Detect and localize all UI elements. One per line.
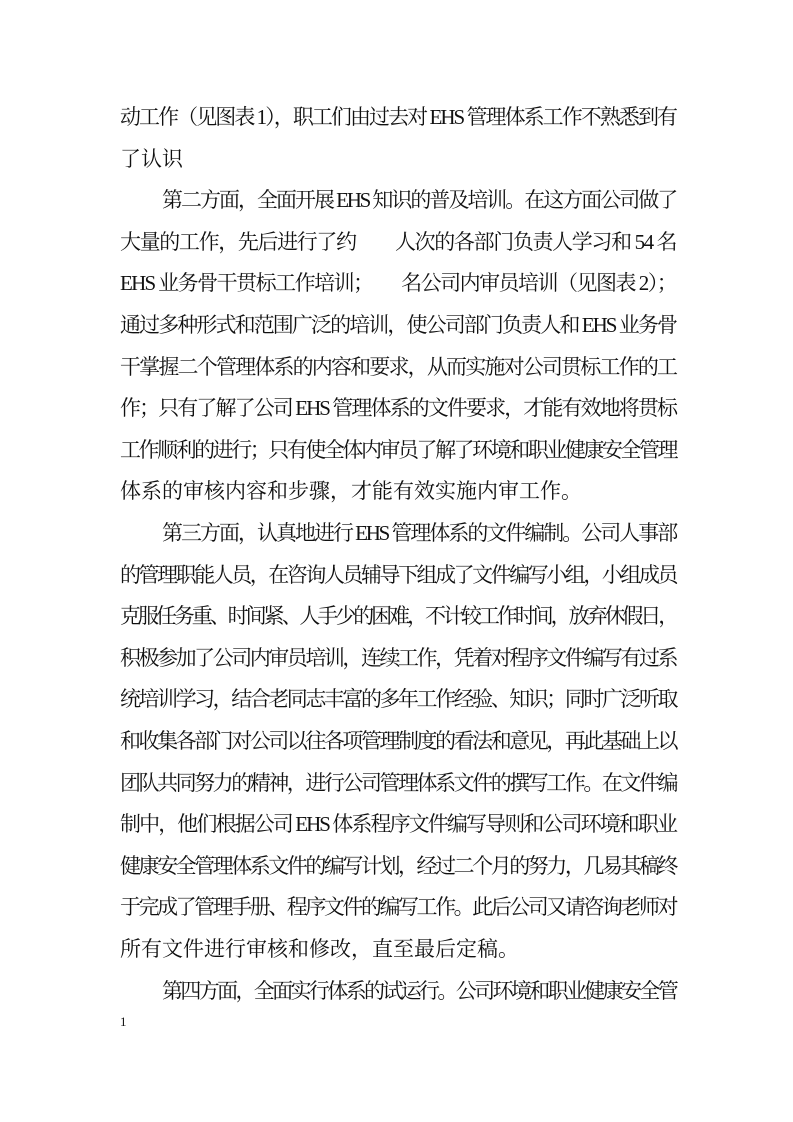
text-line: 克服任务重、时间紧、人手少的困难，不计较工作时间，放弃休假日， [120, 604, 676, 629]
text-line: 作；只有了解了公司 EHS 管理体系的文件要求，才能有效地将贯标 [120, 396, 676, 421]
text-line: 大量的工作，先后进行了约 人次的各部门负责人学习和 54 名 [120, 229, 676, 254]
text-line: 积极参加了公司内审员培训，连续工作，凭着对程序文件编写有过系 [120, 645, 676, 670]
text-line: 和收集各部门对公司以往各项管理制度的看法和意见，再此基础上以 [120, 729, 676, 753]
text-line: 了认识 [120, 146, 183, 171]
text-line: EHS 业务骨干贯标工作培训； 名公司内审员培训（见图表 2）； [120, 271, 676, 296]
text-line: 制中，他们根据公司 EHS 体系程序文件编写导则和公司环境和职业 [120, 812, 676, 837]
text-line: 健康安全管理体系文件的编写计划，经过二个月的努力，几易其稿终 [120, 853, 676, 878]
text-line: 团队共同努力的精神，进行公司管理体系文件的撰写工作。在文件编 [120, 770, 676, 795]
text-line: 统培训学习，结合老同志丰富的多年工作经验、知识；同时广泛听取 [120, 687, 676, 712]
text-line: 的管理职能人员，在咨询人员辅导下组成了文件编写小组，小组成员 [120, 562, 676, 587]
text-line: 干掌握二个管理体系的内容和要求，从而实施对公司贯标工作的工 [120, 354, 676, 379]
text-line: 第三方面，认真地进行 EHS 管理体系的文件编制。公司人事部 [162, 521, 676, 545]
text-line: 动工作（见图表 1），职工们由过去对 EHS 管理体系工作不熟悉到有 [120, 105, 676, 129]
text-line: 于完成了管理手册、程序文件的编写工作。此后公司又请咨询老师对 [120, 895, 676, 920]
text-line: 通过多种形式和范围广泛的培训，使公司部门负责人和 EHS 业务骨 [120, 313, 676, 337]
page-number: 1 [120, 1014, 127, 1029]
text-line: 第四方面，全面实行体系的试运行。公司环境和职业健康安全管 [162, 978, 676, 1003]
text-line: 所有文件进行审核和修改，直至最后定稿。 [120, 937, 519, 961]
text-line: 体系的审核内容和步骤，才能有效实施内审工作。 [120, 479, 582, 504]
text-line: 工作顺利的进行；只有使全体内审员了解了环境和职业健康安全管理 [120, 437, 676, 462]
text-line: 第二方面，全面开展 EHS 知识的普及培训。在这方面公司做了 [162, 188, 676, 213]
